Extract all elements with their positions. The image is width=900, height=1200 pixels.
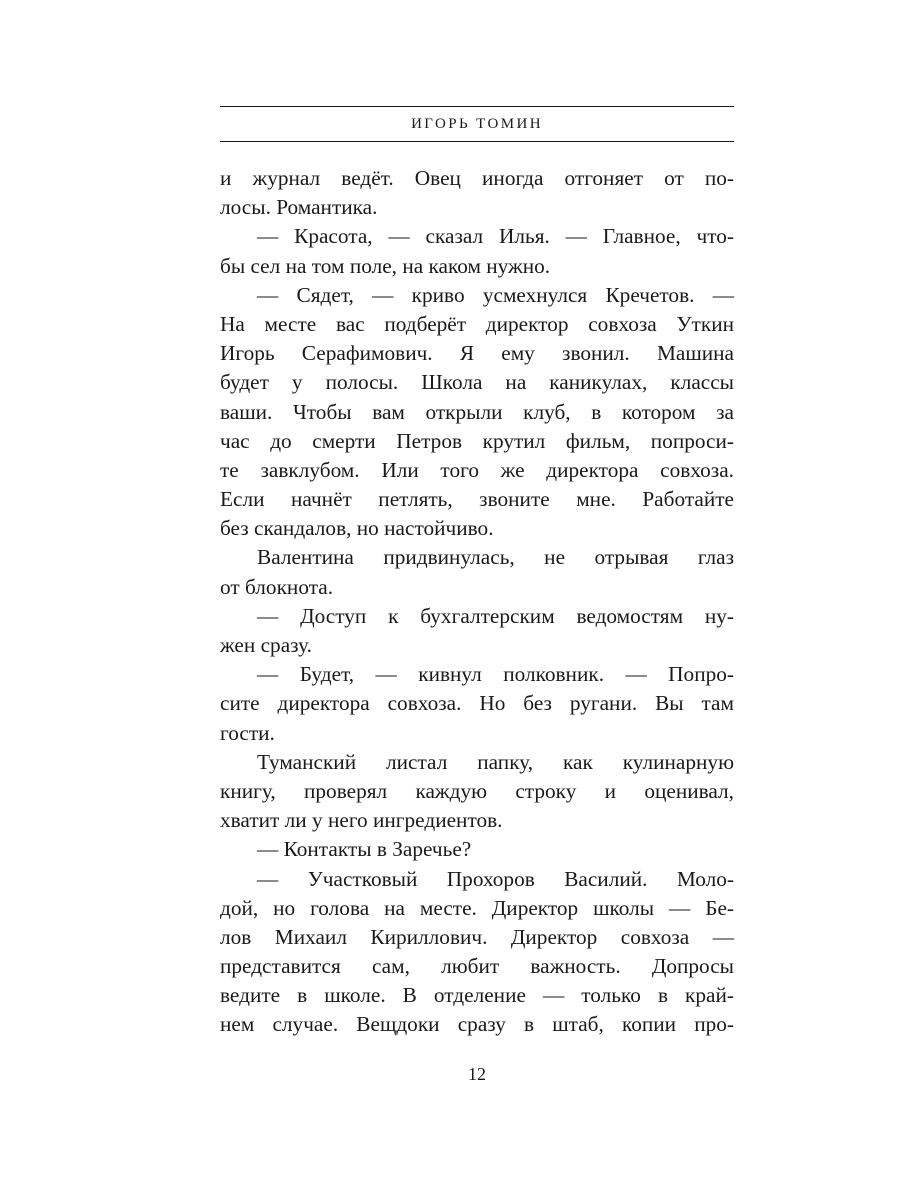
text-line: и журнал ведёт. Овец иногда отгоняет от по- [220,166,734,190]
page-number: 12 [468,1064,486,1084]
text-line: ваши. Чтобы вам открыли клуб, в котором за [220,399,734,424]
text-line: — Сядет, — криво усмехнулся Кречетов. — [257,282,734,307]
text-line: — Участковый Прохоров Василий. Моло- [257,866,734,891]
text-line: гости. [220,720,275,745]
text-line: час до смерти Петров крутил фильм, попроси- [220,428,734,453]
text-line: Если начнёт петлять, звоните мне. Работайте [220,487,734,512]
running-head: ИГОРЬ ТОМИН [411,116,543,132]
body-text [220,164,734,1040]
text-line: книгу, проверял каждую строку и оценивал, [220,778,734,803]
header-bottom-rule [220,141,734,142]
header-top-rule [220,106,734,107]
text-line: хватит ли у него ингредиентов. [220,808,503,833]
text-line: нем случае. Вещдоки сразу в штаб, копии про- [220,1012,734,1037]
text-line: Валентина придвинулась, не отрывая глаз [257,545,734,570]
text-line: от блокнота. [220,574,334,599]
text-line: сите директора совхоза. Но без ругани. Вы там [220,691,734,716]
text-line: представится сам, любит важность. Допросы [220,954,734,979]
text-line: лов Михаил Кириллович. Директор совхоза — [220,924,734,949]
text-line: те завклубом. Или того же директора совхоза. [220,457,734,482]
text-line: На месте вас подберёт директор совхоза Уткин [220,311,734,336]
text-line: — Будет, — кивнул полковник. — Попро- [257,662,734,687]
text-line: лосы. Романтика. [220,195,378,220]
text-line: Игорь Серафимович. Я ему звонил. Машина [220,341,734,366]
text-line: — Доступ к бухгалтерским ведомостям ну- [257,603,734,628]
text-line: — Контакты в Заречье? [257,837,472,862]
text-line: без скандалов, но настойчиво. [220,516,494,541]
text-line: жен сразу. [220,633,312,657]
text-line: — Красота, — сказал Илья. — Главное, что- [257,224,734,249]
text-line: ведите в школе. В отделение — только в край- [220,983,734,1008]
text-line: бы сел на том поле, на каком нужно. [220,253,551,278]
text-line: дой, но голова на месте. Директор школы — Бе- [220,895,734,920]
text-line: Туманский листал папку, как кулинарную [257,749,734,774]
text-line: будет у полосы. Школа на каникулах, классы [220,370,734,395]
